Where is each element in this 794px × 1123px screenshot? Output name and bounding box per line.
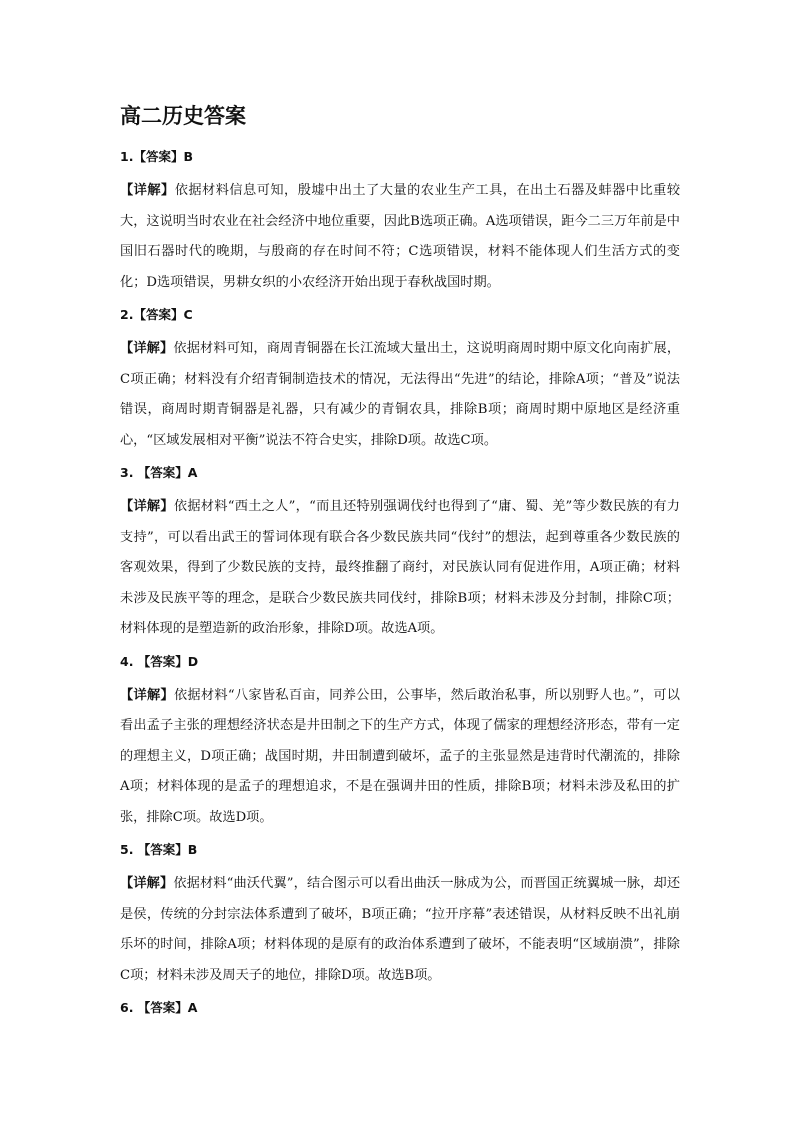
detail-label: 【详解】: [120, 183, 175, 198]
explanation-text: 依据材料“八家皆私百亩，同养公田，公事毕，然后敢治私事，所以别野人也。”，可以看出孟子主张的理想经济状态是井田制之下的生产方式，体现了儒家的理想经济形态，带有一定的理想主义，D项正确；战国时期，井田制遭到破坏，孟子的主张显然是违背时代潮流的，排除A项；材料体现的是孟子的理想追求，不是在强调井田的性质，排除B项；材料未涉及私田的扩张，排除C项。故选D项。: [120, 687, 680, 825]
answer-heading: 6. 【答案】A: [120, 1000, 198, 1015]
answer-heading: 5. 【答案】B: [120, 842, 198, 857]
explanation-text: 依据材料“西土之人”，“而且还特别强调伐纣也得到了“庸、蜀、羌”等少数民族的有力支持”，可以看出武王的誓词体现有联合各少数民族共同“伐纣”的想法，起到尊重各少数民族的客观效果，得到了少数民族的支持，最终推翻了商纣，对民族认同有促进作用，A项正确；材料未涉及民族平等的理念，是联合少数民族共同伐纣，排除B项；材料未涉及分封制，排除C项；材料体现的是塑造新的政治形象，排除D项。故选A项。: [120, 499, 680, 636]
question-6: [120, 999, 680, 1017]
answer-heading: 2.【答案】C: [120, 307, 193, 322]
explanation-paragraph: [120, 334, 680, 456]
question-2: [120, 306, 680, 456]
question-1: [120, 148, 680, 298]
explanation-text: 依据材料信息可知，殷墟中出土了大量的农业生产工具，在出土石器及蚌器中比重较大，这说明当时农业在社会经济中地位重要，因此B选项正确。A选项错误，距今二三万年前是中国旧石器时代的晚期，与殷商的存在时间不符；C选项错误，材料不能体现人们生活方式的变化；D选项错误，男耕女织的小农经济开始出现于春秋战国时期。: [120, 183, 681, 290]
explanation-text: 依据材料可知，商周青铜器在长江流域大量出土，这说明商周时期中原文化向南扩展，C项正确；材料没有介绍青铜制造技术的情况，无法得出“先进”的结论，排除A项；“普及”说法错误，商周时期青铜器是礼器，只有减少的青铜农具，排除B项；商周时期中原地区是经济重心，“区域发展相对平衡”说法不符合史实，排除D项。故选C项。: [120, 341, 681, 448]
question-3: [120, 464, 680, 645]
answer-heading: 4. 【答案】D: [120, 653, 199, 669]
document-content: [120, 98, 680, 1027]
page-title: 高二历史答案: [120, 104, 246, 128]
detail-label: 【详解】: [120, 499, 174, 514]
question-5: [120, 841, 680, 991]
detail-label: 【详解】: [120, 876, 174, 891]
explanation-paragraph: [120, 492, 680, 645]
explanation-paragraph: [120, 681, 680, 834]
detail-label: 【详解】: [120, 687, 174, 703]
detail-label: 【详解】: [120, 341, 174, 356]
explanation-paragraph: [120, 176, 680, 298]
answer-heading: 3. 【答案】A: [120, 465, 198, 480]
explanation-text: 依据材料“曲沃代翼”，结合图示可以看出曲沃一脉成为公，而晋国正统翼城一脉，却还是侯，传统的分封宗法体系遭到了破坏，B项正确；“拉开序幕”表述错误，从材料反映不出礼崩乐坏的时间，排除A项；材料体现的是原有的政治体系遭到了破坏，不能表明“区域崩溃”，排除C项；材料未涉及周天子的地位，排除D项。故选B项。: [120, 876, 681, 983]
question-4: [120, 653, 680, 834]
answer-heading: 1.【答案】B: [120, 149, 193, 164]
explanation-paragraph: [120, 869, 680, 991]
